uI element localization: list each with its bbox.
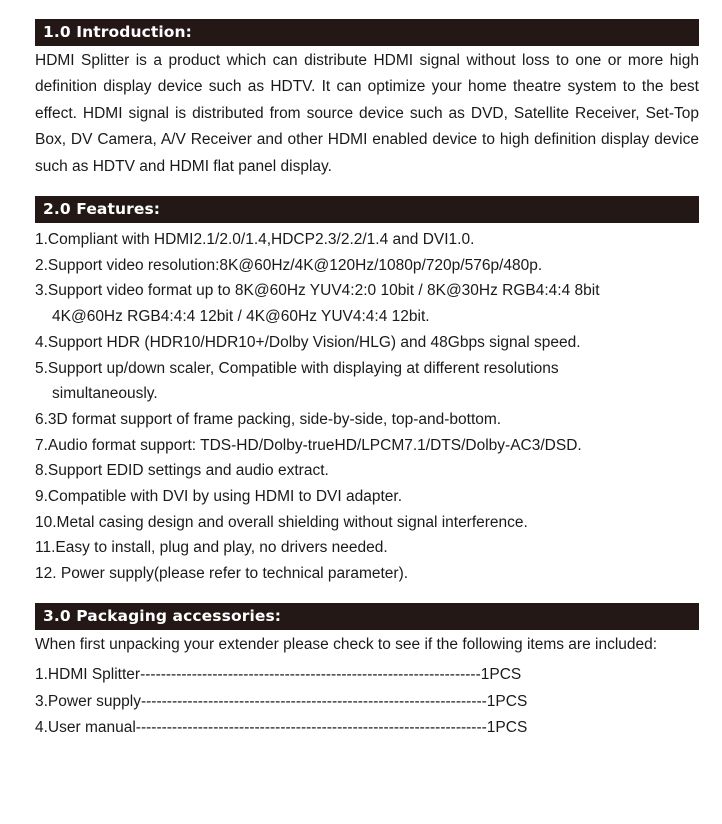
feature-text: 2.Support video resolution:8K@60Hz/4K@120Hz/1080p/720p/576p/480p.	[35, 256, 543, 274]
feature-item	[35, 458, 699, 484]
packaging-heading: 3.0 Packaging accessories:	[35, 603, 699, 630]
packaging-item: 1.HDMI Splitter------------------------------------------------------------------1PCS	[35, 666, 522, 684]
feature-item	[35, 484, 699, 510]
feature-item	[35, 356, 699, 407]
feature-item	[35, 510, 699, 536]
features-heading: 2.0 Features:	[35, 196, 699, 223]
features-list	[35, 227, 699, 587]
packaging-list	[35, 662, 699, 741]
feature-item	[35, 433, 699, 459]
packaging-intro: When first unpacking your extender please check to see if the following items are included:	[35, 635, 658, 653]
feature-text: 12. Power supply(please refer to technical parameter).	[35, 565, 409, 583]
feature-text-continuation: simultaneously.	[52, 385, 158, 403]
feature-item	[35, 330, 699, 356]
feature-item	[35, 561, 699, 587]
feature-text: 6.3D format support of frame packing, side-by-side, top-and-bottom.	[35, 410, 502, 428]
feature-text: 7.Audio format support: TDS-HD/Dolby-trueHD/LPCM7.1/DTS/Dolby-AC3/DSD.	[35, 436, 582, 454]
feature-text: 11.Easy to install, plug and play, no drivers needed.	[35, 539, 388, 557]
feature-text: 5.Support up/down scaler, Compatible with displaying at different resolutions	[35, 359, 559, 377]
introduction-heading: 1.0 Introduction:	[35, 19, 699, 46]
feature-text: 10.Metal casing design and overall shielding without signal interference.	[35, 513, 528, 531]
feature-item	[35, 227, 699, 253]
packaging-item: 4.User manual--------------------------------------------------------------------1PCS	[35, 719, 528, 737]
feature-item	[35, 535, 699, 561]
feature-text-continuation: 4K@60Hz RGB4:4:4 12bit / 4K@60Hz YUV4:4:4 12bit.	[52, 308, 430, 326]
manual-page	[35, 19, 699, 742]
feature-text: 9.Compatible with DVI by using HDMI to DVI adapter.	[35, 488, 402, 506]
feature-item	[35, 407, 699, 433]
feature-text: 1.Compliant with HDMI2.1/2.0/1.4,HDCP2.3/2.2/1.4 and DVI1.0.	[35, 231, 475, 249]
introduction-paragraph: HDMI Splitter is a product which can distribute HDMI signal without loss to one or more high definition display device such as HDTV. It can optimize your home theatre system to the best effect. HDMI signal is distributed from source device such as DVD, Satellite Receiver, Set-Top Box, DV Camera, A/V Receiver and other HDMI enabled device to high definition display device such as HDTV and HDMI flat panel display.	[35, 52, 699, 175]
feature-text: 8.Support EDID settings and audio extract.	[35, 462, 329, 480]
feature-text: 4.Support HDR (HDR10/HDR10+/Dolby Vision/HLG) and 48Gbps signal speed.	[35, 333, 581, 351]
feature-text: 3.Support video format up to 8K@60Hz YUV4:2:0 10bit / 8K@30Hz RGB4:4:4 8bit	[35, 282, 600, 300]
packaging-item: 3.Power supply-------------------------------------------------------------------1PCS	[35, 692, 528, 710]
feature-item	[35, 278, 699, 329]
feature-item	[35, 253, 699, 279]
